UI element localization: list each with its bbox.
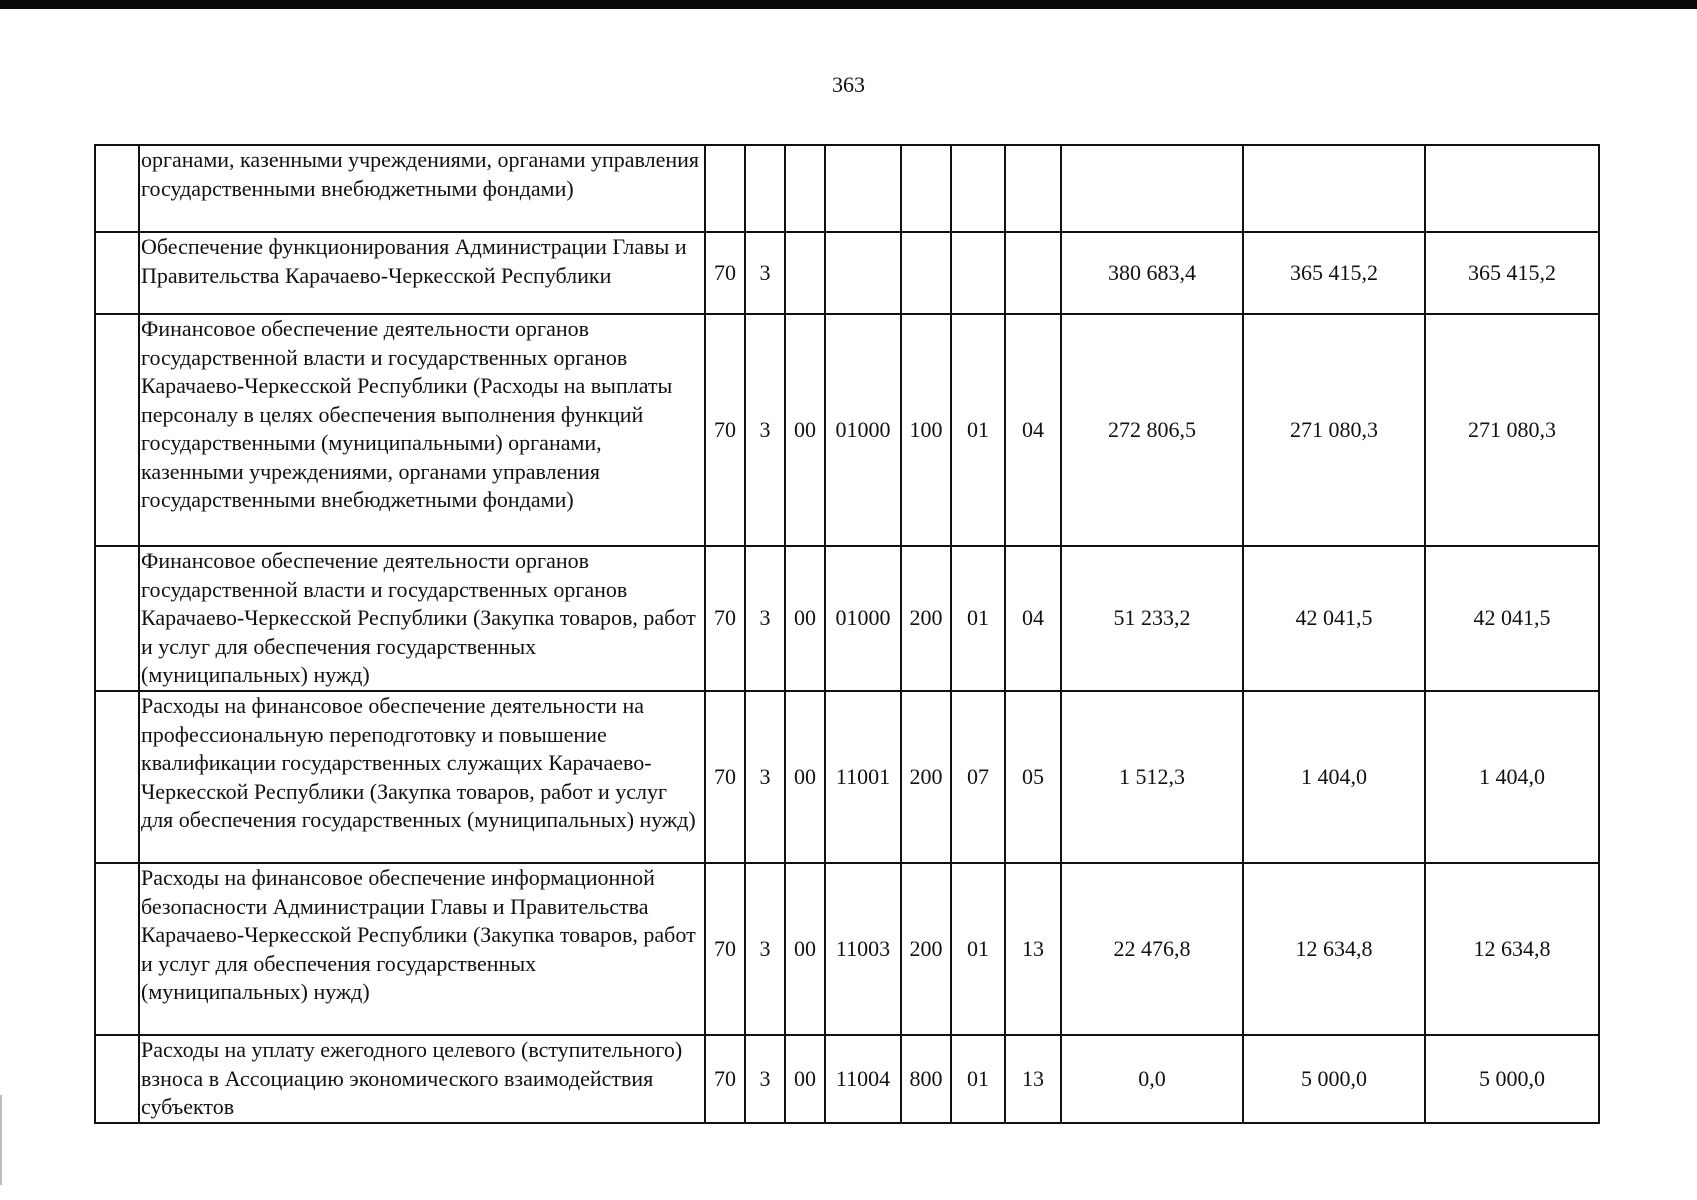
budget-table [94, 144, 1600, 1124]
scan-edge-mark [0, 1095, 2, 1185]
row-index-cell [95, 546, 139, 691]
code-cell-3: 00 [785, 863, 825, 1035]
code-cell-3: 00 [785, 1035, 825, 1123]
amount-cell-2: 5 000,0 [1243, 1035, 1425, 1123]
row-index-cell [95, 314, 139, 546]
amount-cell-3: 5 000,0 [1425, 1035, 1599, 1123]
subsection-cell: 04 [1005, 314, 1061, 546]
code-cell-5 [901, 145, 951, 232]
code-cell-1: 70 [705, 863, 745, 1035]
code-cell-4: 11003 [825, 863, 901, 1035]
expense-name-cell: Расходы на финансовое обеспечение информационной безопасности Администрации Главы и Правительства Карачаево-Черкесской Республики (Закупка товаров, работ и услуг для обеспечения государственных (муниципальных) нужд) [139, 863, 705, 1035]
expense-name-cell: Расходы на финансовое обеспечение деятельности на профессиональную переподготовку и повышение квалификации государственных служащих Карачаево-Черкесской Республики (Закупка товаров, работ и услуг для обеспечения государственных (муниципальных) нужд) [139, 691, 705, 863]
amount-cell-1: 1 512,3 [1061, 691, 1243, 863]
subsection-cell [1005, 145, 1061, 232]
code-cell-4: 01000 [825, 314, 901, 546]
expense-name-cell: Обеспечение функционирования Администрации Главы и Правительства Карачаево-Черкесской Республики [139, 232, 705, 314]
code-cell-2: 3 [745, 691, 785, 863]
section-cell: 07 [951, 691, 1005, 863]
section-cell: 01 [951, 314, 1005, 546]
page-number: 363 [832, 72, 865, 97]
expense-name-cell: Финансовое обеспечение деятельности органов государственной власти и государственных органов Карачаево-Черкесской Республики (Расходы на выплаты персоналу в целях обеспечения выполнения функций государственными (муниципальными) органами, казенными учреждениями, органами управления государственными внебюджетными фондами) [139, 314, 705, 546]
code-cell-1 [705, 145, 745, 232]
code-cell-4: 01000 [825, 546, 901, 691]
budget-table-container [94, 144, 1600, 1124]
code-cell-4 [825, 232, 901, 314]
expense-name-cell: Расходы на уплату ежегодного целевого (вступительного) взноса в Ассоциацию экономического взаимодействия субъектов [139, 1035, 705, 1123]
code-cell-4 [825, 145, 901, 232]
table-row [95, 863, 1599, 1035]
code-cell-5: 100 [901, 314, 951, 546]
amount-cell-1: 51 233,2 [1061, 546, 1243, 691]
code-cell-2: 3 [745, 546, 785, 691]
subsection-cell: 13 [1005, 1035, 1061, 1123]
amount-cell-2: 365 415,2 [1243, 232, 1425, 314]
code-cell-1: 70 [705, 232, 745, 314]
section-cell [951, 145, 1005, 232]
section-cell: 01 [951, 863, 1005, 1035]
amount-cell-3: 42 041,5 [1425, 546, 1599, 691]
amount-cell-2: 271 080,3 [1243, 314, 1425, 546]
amount-cell-2 [1243, 145, 1425, 232]
code-cell-1: 70 [705, 546, 745, 691]
amount-cell-1: 272 806,5 [1061, 314, 1243, 546]
row-index-cell [95, 145, 139, 232]
code-cell-2: 3 [745, 232, 785, 314]
code-cell-5 [901, 232, 951, 314]
code-cell-3: 00 [785, 314, 825, 546]
code-cell-3 [785, 232, 825, 314]
row-index-cell [95, 1035, 139, 1123]
subsection-cell [1005, 232, 1061, 314]
code-cell-1: 70 [705, 1035, 745, 1123]
expense-name-cell: Финансовое обеспечение деятельности органов государственной власти и государственных органов Карачаево-Черкесской Республики (Закупка товаров, работ и услуг для обеспечения государственных (муниципальных) нужд) [139, 546, 705, 691]
amount-cell-3: 271 080,3 [1425, 314, 1599, 546]
code-cell-1: 70 [705, 691, 745, 863]
code-cell-5: 200 [901, 546, 951, 691]
table-row [95, 145, 1599, 232]
code-cell-2: 3 [745, 1035, 785, 1123]
subsection-cell: 04 [1005, 546, 1061, 691]
table-row [95, 1035, 1599, 1123]
table-row [95, 546, 1599, 691]
code-cell-4: 11004 [825, 1035, 901, 1123]
code-cell-5: 200 [901, 691, 951, 863]
code-cell-5: 200 [901, 863, 951, 1035]
amount-cell-2: 12 634,8 [1243, 863, 1425, 1035]
code-cell-5: 800 [901, 1035, 951, 1123]
section-cell: 01 [951, 1035, 1005, 1123]
code-cell-3 [785, 145, 825, 232]
table-row [95, 314, 1599, 546]
amount-cell-3: 12 634,8 [1425, 863, 1599, 1035]
row-index-cell [95, 691, 139, 863]
scan-top-border [0, 0, 1697, 9]
code-cell-2: 3 [745, 863, 785, 1035]
row-index-cell [95, 232, 139, 314]
code-cell-2: 3 [745, 314, 785, 546]
amount-cell-2: 1 404,0 [1243, 691, 1425, 863]
expense-name-cell: органами, казенными учреждениями, органами управления государственными внебюджетными фондами) [139, 145, 705, 232]
amount-cell-1: 0,0 [1061, 1035, 1243, 1123]
amount-cell-1: 22 476,8 [1061, 863, 1243, 1035]
amount-cell-3: 365 415,2 [1425, 232, 1599, 314]
code-cell-3: 00 [785, 691, 825, 863]
code-cell-4: 11001 [825, 691, 901, 863]
code-cell-1: 70 [705, 314, 745, 546]
amount-cell-1: 380 683,4 [1061, 232, 1243, 314]
amount-cell-1 [1061, 145, 1243, 232]
subsection-cell: 13 [1005, 863, 1061, 1035]
section-cell: 01 [951, 546, 1005, 691]
amount-cell-3 [1425, 145, 1599, 232]
subsection-cell: 05 [1005, 691, 1061, 863]
row-index-cell [95, 863, 139, 1035]
amount-cell-3: 1 404,0 [1425, 691, 1599, 863]
code-cell-3: 00 [785, 546, 825, 691]
section-cell [951, 232, 1005, 314]
table-row [95, 691, 1599, 863]
table-row [95, 232, 1599, 314]
amount-cell-2: 42 041,5 [1243, 546, 1425, 691]
code-cell-2 [745, 145, 785, 232]
